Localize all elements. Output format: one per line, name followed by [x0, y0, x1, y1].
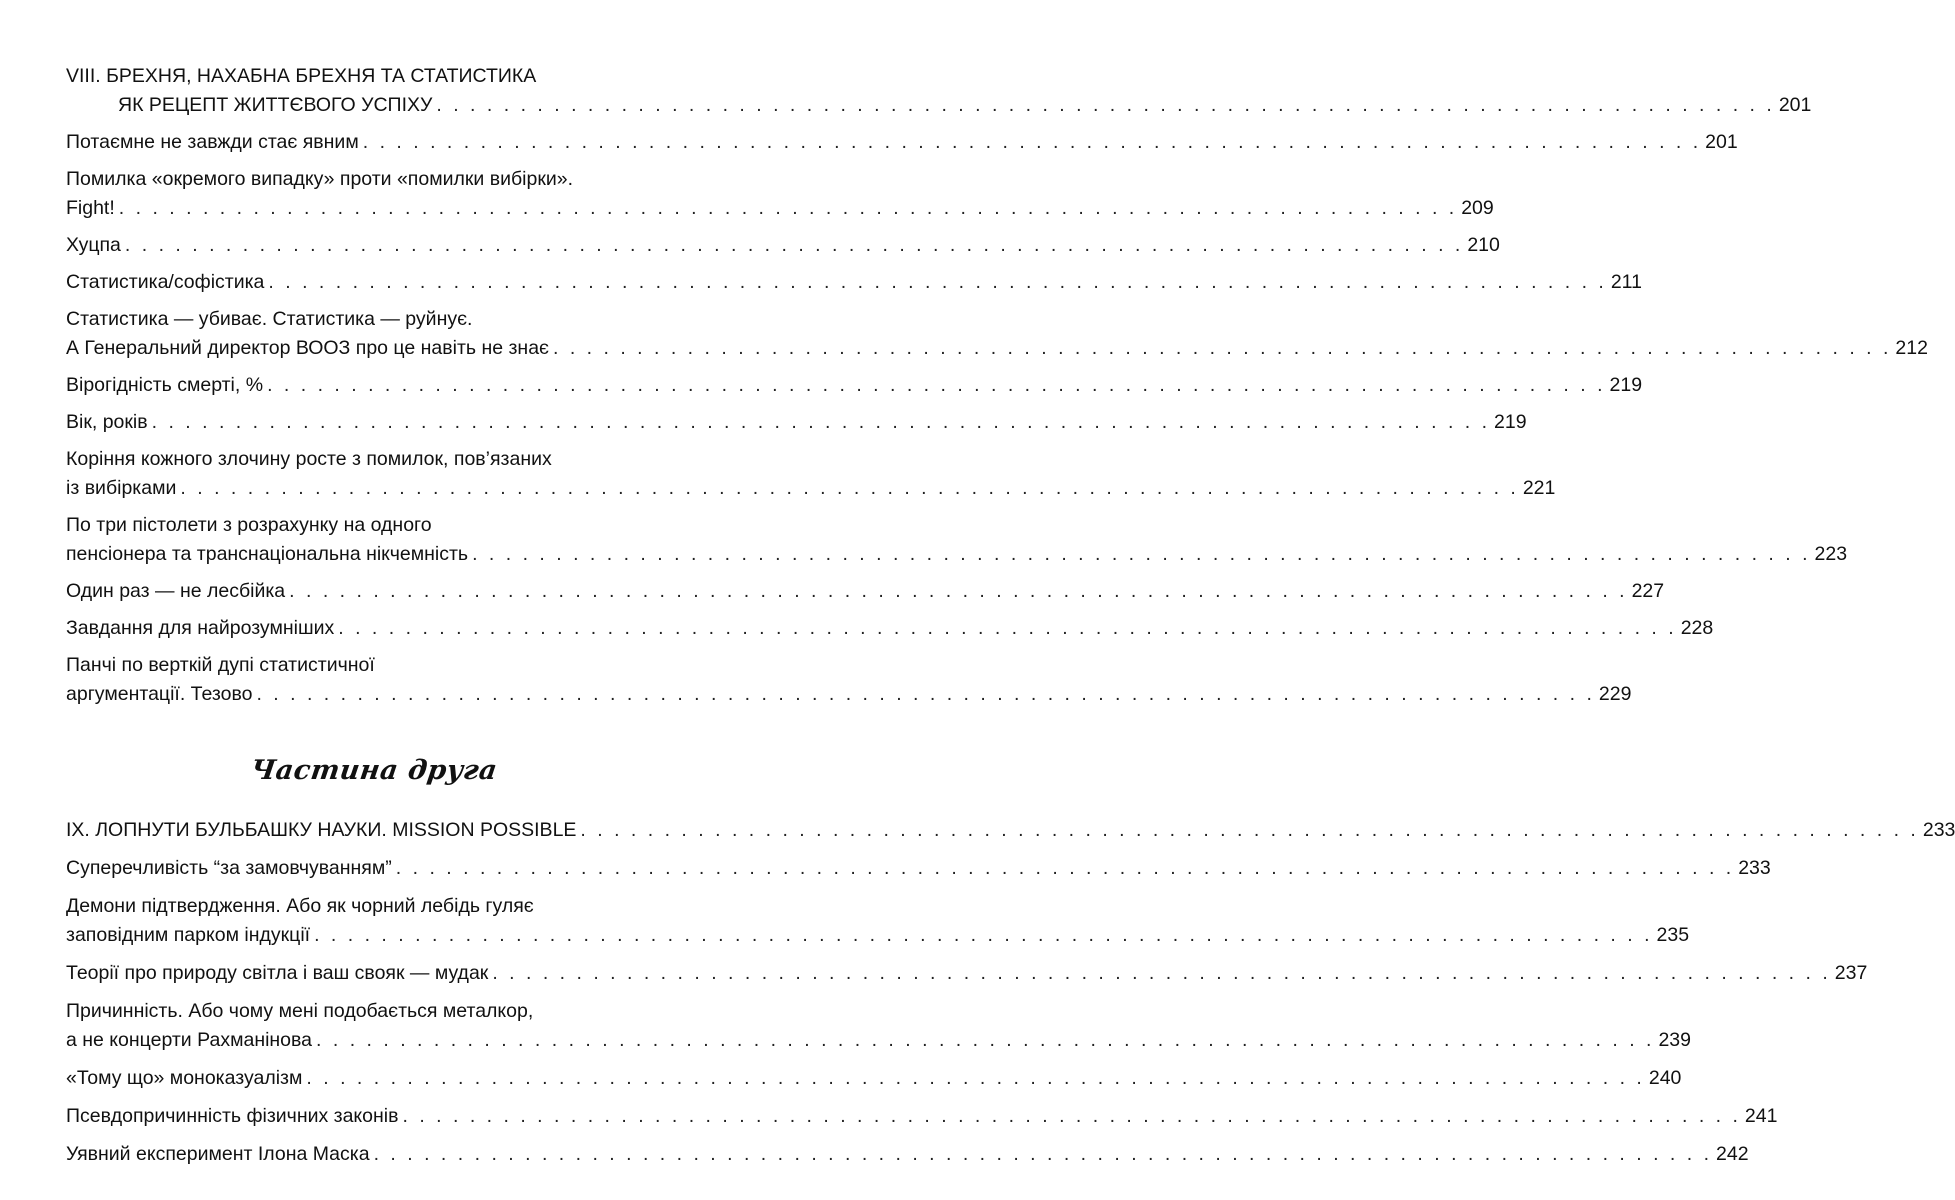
toc-entry-title: із вибірками [66, 477, 177, 499]
toc-entry[interactable] [66, 614, 1714, 643]
toc-entry[interactable] [66, 577, 1665, 606]
toc-entry[interactable] [66, 1102, 1778, 1131]
toc-entry[interactable] [66, 371, 1643, 400]
toc-entry-page-number: 201 [1705, 131, 1738, 153]
toc-entry[interactable] [66, 1064, 1682, 1093]
toc-entry[interactable] [66, 62, 1812, 120]
toc-entry[interactable] [66, 997, 1691, 1055]
toc-entry-title-line: Коріння кожного злочину росте з помилок, пов’язаних [66, 448, 552, 470]
dot-leader: . . . . . . . . . . . . . . . . . . . . . . . . . . . . . . . . . . . . . . . . . . . . . . . . . . . . . . . . . . . . . . . . . . . . . . . . . . . . . . . . [314, 924, 1653, 946]
toc-entry-title: Вірогідність смерті, % [66, 374, 264, 396]
toc-entry-title-line: Помилка «окремого випадку» проти «помилки вибірки». [66, 168, 573, 190]
toc-entry[interactable] [66, 854, 1771, 883]
toc-page [66, 62, 1955, 1169]
toc-entry-page-number: 239 [1658, 1029, 1691, 1051]
toc-entry-page-number: 227 [1631, 580, 1665, 602]
toc-entry-page-number: 211 [1610, 271, 1642, 293]
dot-leader: . . . . . . . . . . . . . . . . . . . . . . . . . . . . . . . . . . . . . . . . . . . . . . . . . . . . . . . . . . . . . . . . . . . . . . . . . . . . . . . . [553, 337, 1892, 359]
toc-entry-title-line: Статистика — убиває. Статистика — руйнує. [66, 308, 473, 330]
toc-entry-page-number: 223 [1814, 543, 1848, 565]
toc-entry-page-number: 237 [1834, 962, 1868, 984]
toc-entry-title: «Тому що» моноказуалізм [66, 1067, 303, 1089]
toc-section-part-two [66, 816, 1955, 1169]
toc-entry-title: Завдання для найрозумніших [66, 617, 335, 639]
toc-entry-title: Псевдопричинність фізичних законів [66, 1105, 399, 1127]
toc-entry[interactable] [66, 511, 1848, 569]
dot-leader: . . . . . . . . . . . . . . . . . . . . . . . . . . . . . . . . . . . . . . . . . . . . . . . . . . . . . . . . . . . . . . . . . . . . . . . . . . . . . . . . [362, 131, 1702, 153]
toc-entry-page-number: 235 [1656, 924, 1690, 946]
toc-entry-page-number: 240 [1648, 1067, 1682, 1089]
dot-leader: . . . . . . . . . . . . . . . . . . . . . . . . . . . . . . . . . . . . . . . . . . . . . . . . . . . . . . . . . . . . . . . . . . . . . . . . . . . . . . . . [267, 374, 1606, 396]
toc-entry-page-number: 233 [1738, 857, 1771, 879]
toc-entry-page-number: 219 [1494, 411, 1527, 433]
toc-entry-title: А Генеральний директор ВООЗ про це навіть не знає [66, 337, 549, 359]
dot-leader: . . . . . . . . . . . . . . . . . . . . . . . . . . . . . . . . . . . . . . . . . . . . . . . . . . . . . . . . . . . . . . . . . . . . . . . . . . . . . . . . [256, 683, 1595, 705]
toc-entry-page-number: 242 [1716, 1143, 1749, 1165]
toc-entry-page-number: 210 [1467, 234, 1500, 256]
toc-entry-page-number: 228 [1680, 617, 1714, 639]
toc-entry-title: Хуцпа [66, 234, 121, 256]
part-title: Частина друга [248, 755, 500, 786]
toc-entry[interactable] [66, 892, 1690, 950]
toc-entry[interactable] [66, 816, 1955, 845]
toc-entry[interactable] [66, 268, 1642, 297]
toc-entry-page-number: 209 [1461, 197, 1494, 219]
dot-leader: . . . . . . . . . . . . . . . . . . . . . . . . . . . . . . . . . . . . . . . . . . . . . . . . . . . . . . . . . . . . . . . . . . . . . . . . . . . . . . . . [436, 94, 1775, 116]
toc-entry-title: заповідним парком індукції [66, 924, 311, 946]
dot-leader: . . . . . . . . . . . . . . . . . . . . . . . . . . . . . . . . . . . . . . . . . . . . . . . . . . . . . . . . . . . . . . . . . . . . . . . . . . . . . . . . [268, 271, 1607, 293]
toc-entry[interactable] [66, 445, 1556, 503]
toc-entry-title: пенсіонера та транснаціональна нікчемність [66, 543, 469, 565]
dot-leader: . . . . . . . . . . . . . . . . . . . . . . . . . . . . . . . . . . . . . . . . . . . . . . . . . . . . . . . . . . . . . . . . . . . . . . . . . . . . . . . . [580, 819, 1919, 841]
toc-entry-page-number: 229 [1598, 683, 1632, 705]
toc-entry[interactable] [66, 1140, 1749, 1169]
dot-leader: . . . . . . . . . . . . . . . . . . . . . . . . . . . . . . . . . . . . . . . . . . . . . . . . . . . . . . . . . . . . . . . . . . . . . . . . . . . . . . . . [151, 411, 1491, 433]
toc-entry[interactable] [66, 128, 1738, 157]
dot-leader: . . . . . . . . . . . . . . . . . . . . . . . . . . . . . . . . . . . . . . . . . . . . . . . . . . . . . . . . . . . . . . . . . . . . . . . . . . . . . . . . [316, 1029, 1655, 1051]
dot-leader: . . . . . . . . . . . . . . . . . . . . . . . . . . . . . . . . . . . . . . . . . . . . . . . . . . . . . . . . . . . . . . . . . . . . . . . . . . . . . . . . [402, 1105, 1741, 1127]
toc-entry[interactable] [66, 231, 1500, 260]
toc-entry-page-number: 201 [1778, 94, 1812, 116]
toc-entry[interactable] [66, 165, 1494, 223]
toc-entry-title: Статистика/софістика [66, 271, 265, 293]
toc-entry-page-number: 212 [1895, 337, 1928, 359]
toc-section-part-one [66, 62, 1928, 709]
toc-entry-title-line: Панчі по верткій дупі статистичної [66, 654, 375, 676]
dot-leader: . . . . . . . . . . . . . . . . . . . . . . . . . . . . . . . . . . . . . . . . . . . . . . . . . . . . . . . . . . . . . . . . . . . . . . . . . . . . . . . . [492, 962, 1831, 984]
toc-entry-title: Потаємне не завжди стає явним [66, 131, 359, 153]
toc-entry-title: аргументації. Тезово [66, 683, 253, 705]
toc-entry-title: а не концерти Рахманінова [66, 1029, 313, 1051]
dot-leader: . . . . . . . . . . . . . . . . . . . . . . . . . . . . . . . . . . . . . . . . . . . . . . . . . . . . . . . . . . . . . . . . . . . . . . . . . . . . . . . . [373, 1143, 1713, 1165]
toc-entry-title: Теорії про природу світла і ваш свояк — мудак [66, 962, 489, 984]
toc-entry-page-number: 241 [1744, 1105, 1778, 1127]
toc-entry-title: IX. ЛОПНУТИ БУЛЬБАШКУ НАУКИ. MISSION POSSIBLE [66, 819, 577, 841]
toc-entry[interactable] [66, 651, 1632, 709]
toc-entry-title-line: По три пістолети з розрахунку на одного [66, 514, 432, 536]
toc-entry-page-number: 221 [1522, 477, 1556, 499]
toc-entry-title: Fight! [66, 197, 115, 219]
dot-leader: . . . . . . . . . . . . . . . . . . . . . . . . . . . . . . . . . . . . . . . . . . . . . . . . . . . . . . . . . . . . . . . . . . . . . . . . . . . . . . . . [124, 234, 1464, 256]
toc-entry-title-line: Причинність. Або чому мені подобається металкор, [66, 1000, 534, 1022]
toc-entry-title-line: VIII. БРЕХНЯ, НАХАБНА БРЕХНЯ ТА СТАТИСТИКА [66, 65, 537, 87]
toc-entry[interactable] [66, 959, 1868, 988]
dot-leader: . . . . . . . . . . . . . . . . . . . . . . . . . . . . . . . . . . . . . . . . . . . . . . . . . . . . . . . . . . . . . . . . . . . . . . . . . . . . . . . . [472, 543, 1811, 565]
toc-entry-title: Суперечливість “за замовчуванням” [66, 857, 392, 879]
dot-leader: . . . . . . . . . . . . . . . . . . . . . . . . . . . . . . . . . . . . . . . . . . . . . . . . . . . . . . . . . . . . . . . . . . . . . . . . . . . . . . . . [306, 1067, 1645, 1089]
toc-entry[interactable] [66, 305, 1928, 363]
toc-entry-title-line: Демони підтвердження. Або як чорний лебідь гуляє [66, 895, 534, 917]
toc-entry-title: Один раз — не лесбійка [66, 580, 286, 602]
dot-leader: . . . . . . . . . . . . . . . . . . . . . . . . . . . . . . . . . . . . . . . . . . . . . . . . . . . . . . . . . . . . . . . . . . . . . . . . . . . . . . . . [395, 857, 1735, 879]
dot-leader: . . . . . . . . . . . . . . . . . . . . . . . . . . . . . . . . . . . . . . . . . . . . . . . . . . . . . . . . . . . . . . . . . . . . . . . . . . . . . . . . [338, 617, 1677, 639]
toc-entry-title: Уявний експеримент Ілона Маска [66, 1143, 370, 1165]
toc-entry-page-number: 219 [1609, 374, 1643, 396]
dot-leader: . . . . . . . . . . . . . . . . . . . . . . . . . . . . . . . . . . . . . . . . . . . . . . . . . . . . . . . . . . . . . . . . . . . . . . . . . . . . . . . . [289, 580, 1628, 602]
toc-entry[interactable] [66, 408, 1527, 437]
dot-leader: . . . . . . . . . . . . . . . . . . . . . . . . . . . . . . . . . . . . . . . . . . . . . . . . . . . . . . . . . . . . . . . . . . . . . . . . . . . . . . . . [180, 477, 1519, 499]
toc-entry-title: Вік, років [66, 411, 148, 433]
toc-entry-page-number: 233 [1922, 819, 1955, 841]
dot-leader: . . . . . . . . . . . . . . . . . . . . . . . . . . . . . . . . . . . . . . . . . . . . . . . . . . . . . . . . . . . . . . . . . . . . . . . . . . . . . . . . [118, 197, 1458, 219]
toc-entry-title: ЯК РЕЦЕПТ ЖИТТЄВОГО УСПІХУ [118, 94, 433, 116]
